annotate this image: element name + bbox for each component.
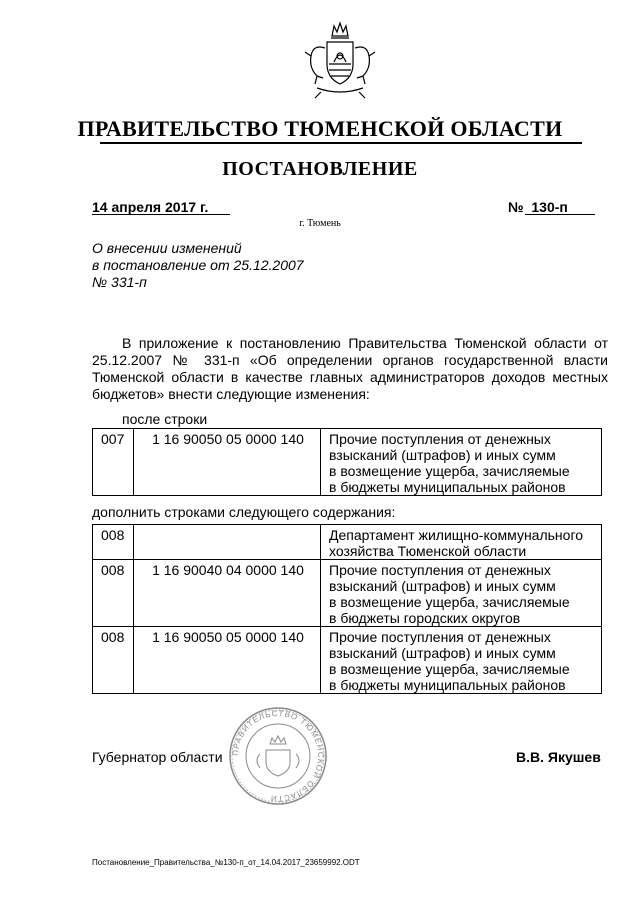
document-date: 14 апреля 2017 г.: [92, 199, 209, 215]
description-line: взысканий (штрафов) и иных сумм: [329, 578, 556, 594]
description-cell: [321, 627, 602, 694]
description-cell: [321, 560, 602, 627]
code-cell: 008: [93, 525, 134, 560]
subject-line: № 331-п: [92, 274, 147, 290]
description-line: хозяйства Тюменской области: [329, 543, 527, 559]
kbk-cell: 1 16 90050 05 0000 140: [134, 627, 321, 694]
footer-filename: Постановление_Правительства_№130-п_от_14.04.2017_23659992.ODT: [92, 858, 360, 867]
description-line: взысканий (штрафов) и иных сумм: [329, 645, 556, 661]
description-line: Прочие поступления от денежных: [329, 562, 551, 578]
description-line: в бюджеты муниципальных районов: [329, 479, 566, 495]
description-cell: [321, 429, 602, 496]
table-original-row: [92, 428, 602, 496]
body-paragraph: В приложение к постановлению Правительства Тюменской области от 25.12.2007 № 331-п «Об определении органов государственной власти Тюменской области в качестве главных администраторов доходов местных бюджетов» внести следующие изменения:: [92, 335, 608, 402]
description-line: Департамент жилищно-коммунального: [329, 527, 584, 543]
table-row: [93, 627, 602, 694]
table-new-rows: [92, 524, 602, 694]
city: г. Тюмень: [299, 218, 341, 229]
table-row: [93, 525, 602, 560]
kbk-cell: [134, 525, 321, 560]
description-line: в возмещение ущерба, зачисляемые: [329, 594, 570, 610]
description-line: в возмещение ущерба, зачисляемые: [329, 463, 570, 479]
subject-line: О внесении изменений: [92, 240, 242, 256]
document-subject: [92, 240, 304, 291]
code-cell: 007: [93, 429, 134, 496]
description-line: в возмещение ущерба, зачисляемые: [329, 661, 570, 677]
number-underline: [525, 214, 595, 215]
table-row: [93, 560, 602, 627]
kbk-cell: 1 16 90040 04 0000 140: [134, 560, 321, 627]
official-seal-icon: [228, 706, 328, 806]
signatory-position: Губернатор области: [92, 749, 223, 765]
description-line: Прочие поступления от денежных: [329, 431, 551, 447]
svg-text:ПРАВИТЕЛЬСТВО ТЮМЕНСКОЙ ОБЛАСТ: [231, 709, 325, 803]
description-line: взысканий (штрафов) и иных сумм: [329, 447, 556, 463]
signatory-name: В.В. Якушев: [516, 749, 601, 765]
description-line: Прочие поступления от денежных: [329, 629, 551, 645]
subject-line: в постановление от 25.12.2007: [92, 257, 304, 273]
table-row: [93, 429, 602, 496]
date-underline: [92, 214, 230, 215]
code-cell: 008: [93, 560, 134, 627]
seal-text: ПРАВИТЕЛЬСТВО ТЮМЕНСКОЙ ОБЛАСТИ: [230, 708, 326, 804]
after-line-label: после строки: [122, 411, 208, 427]
description-cell: [321, 525, 602, 560]
document-type: ПОСТАНОВЛЕНИЕ: [222, 158, 418, 180]
government-title: ПРАВИТЕЛЬСТВО ТЮМЕНСКОЙ ОБЛАСТИ: [77, 116, 563, 141]
title-underline: [100, 142, 582, 144]
document-number: № 130-п: [508, 199, 568, 215]
description-line: в бюджеты городских округов: [329, 610, 521, 626]
code-cell: 008: [93, 627, 134, 694]
kbk-cell: 1 16 90050 05 0000 140: [134, 429, 321, 496]
coat-of-arms-icon: [295, 18, 385, 100]
supplement-label: дополнить строками следующего содержания:: [92, 504, 396, 520]
description-line: в бюджеты муниципальных районов: [329, 677, 566, 693]
